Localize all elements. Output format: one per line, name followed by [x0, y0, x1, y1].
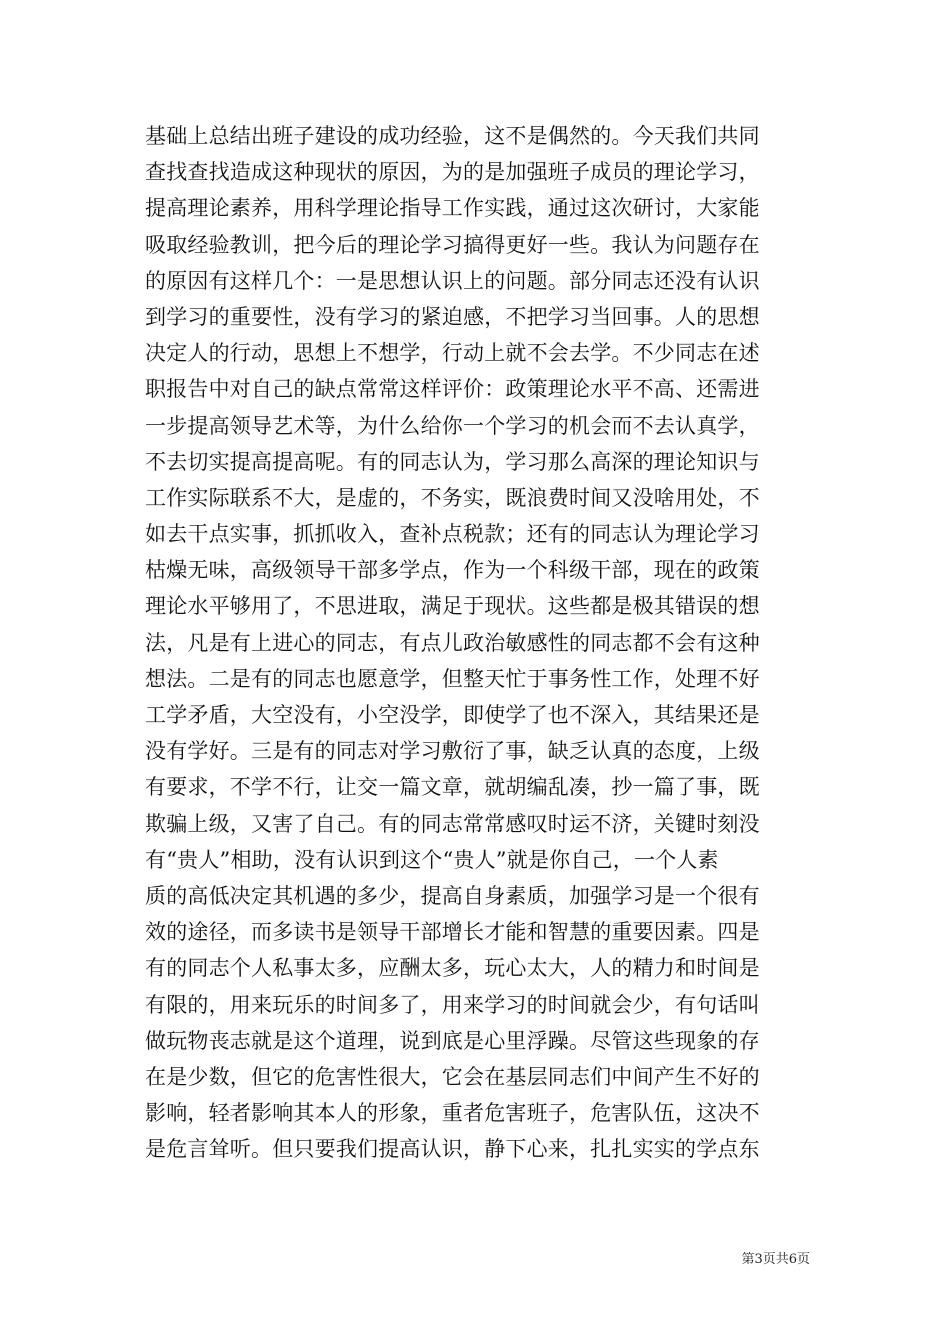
text-line: 的原因有这样几个：一是思想认识上的问题。部分同志还没有认识: [145, 268, 760, 293]
page-footer: 第3页共6页: [741, 1252, 810, 1267]
text-line: 有限的，用来玩乐的时间多了，用来学习的时间就会少，有句话叫: [145, 992, 760, 1017]
text-line: 工作实际联系不大，是虚的，不务实，既浪费时间又没啥用处，不: [145, 485, 760, 510]
text-line: 是危言耸听。但只要我们提高认识，静下心来，扎扎实实的学点东: [145, 1137, 760, 1162]
body-text: [145, 118, 810, 1167]
text-line: 到学习的重要性，没有学习的紧迫感，不把学习当回事。人的思想: [145, 304, 760, 329]
text-line: 有要求，不学不行，让交一篇文章，就胡编乱凑，抄一篇了事，既: [145, 775, 760, 800]
text-line: 效的途径，而多读书是领导干部增长才能和智慧的重要因素。四是: [145, 920, 760, 945]
text-line: 一步提高领导艺术等，为什么给你一个学习的机会而不去认真学，: [145, 413, 760, 438]
text-line: 如去干点实事，抓抓收入，查补点税款；还有的同志认为理论学习: [145, 522, 760, 547]
text-line: 决定人的行动，思想上不想学，行动上就不会去学。不少同志在述: [145, 341, 760, 366]
text-line: 查找查找造成这种现状的原因，为的是加强班子成员的理论学习，: [145, 160, 760, 185]
text-line: 想法。二是有的同志也愿意学，但整天忙于事务性工作，处理不好: [145, 666, 760, 691]
text-line: 理论水平够用了，不思进取，满足于现状。这些都是极其错误的想: [145, 594, 760, 619]
text-line: 枯燥无味，高级领导干部多学点，作为一个科级干部，现在的政策: [145, 558, 760, 583]
text-line: 没有学好。三是有的同志对学习敷衍了事，缺乏认真的态度，上级: [145, 739, 760, 764]
text-line: 基础上总结出班子建设的成功经验，这不是偶然的。今天我们共同: [145, 124, 760, 148]
text-line: 做玩物丧志就是这个道理，说到底是心里浮躁。尽管这些现象的存: [145, 1028, 760, 1053]
text-line: 在是少数，但它的危害性很大，它会在基层同志们中间产生不好的: [145, 1064, 760, 1089]
text-line: 欺骗上级，又害了自己。有的同志常常感叹时运不济，关键时刻没: [145, 811, 760, 836]
text-line: 不去切实提高提高呢。有的同志认为，学习那么高深的理论知识与: [145, 449, 760, 474]
text-line: 职报告中对自己的缺点常常这样评价：政策理论水平不高、还需进: [145, 377, 760, 402]
text-line: 吸取经验教训，把今后的理论学习搞得更好一些。我认为问题存在: [145, 232, 760, 257]
text-line: 有“贵人”相助，没有认识到这个“贵人”就是你自己，一个人素: [145, 847, 719, 872]
text-line: 工学矛盾，大空没有，小空没学，即使学了也不深入，其结果还是: [145, 703, 760, 727]
text-line: 质的高低决定其机遇的多少，提高自身素质，加强学习是一个很有: [145, 883, 760, 908]
text-line: 提高理论素养，用科学理论指导工作实践，通过这次研讨，大家能: [145, 196, 760, 221]
text-line: 影响，轻者影响其本人的形象，重者危害班子，危害队伍，这决不: [145, 1101, 760, 1126]
text-line: 法，凡是有上进心的同志，有点儿政治敏感性的同志都不会有这种: [145, 630, 760, 655]
text-line: 有的同志个人私事太多，应酬太多，玩心太大，人的精力和时间是: [145, 956, 760, 981]
